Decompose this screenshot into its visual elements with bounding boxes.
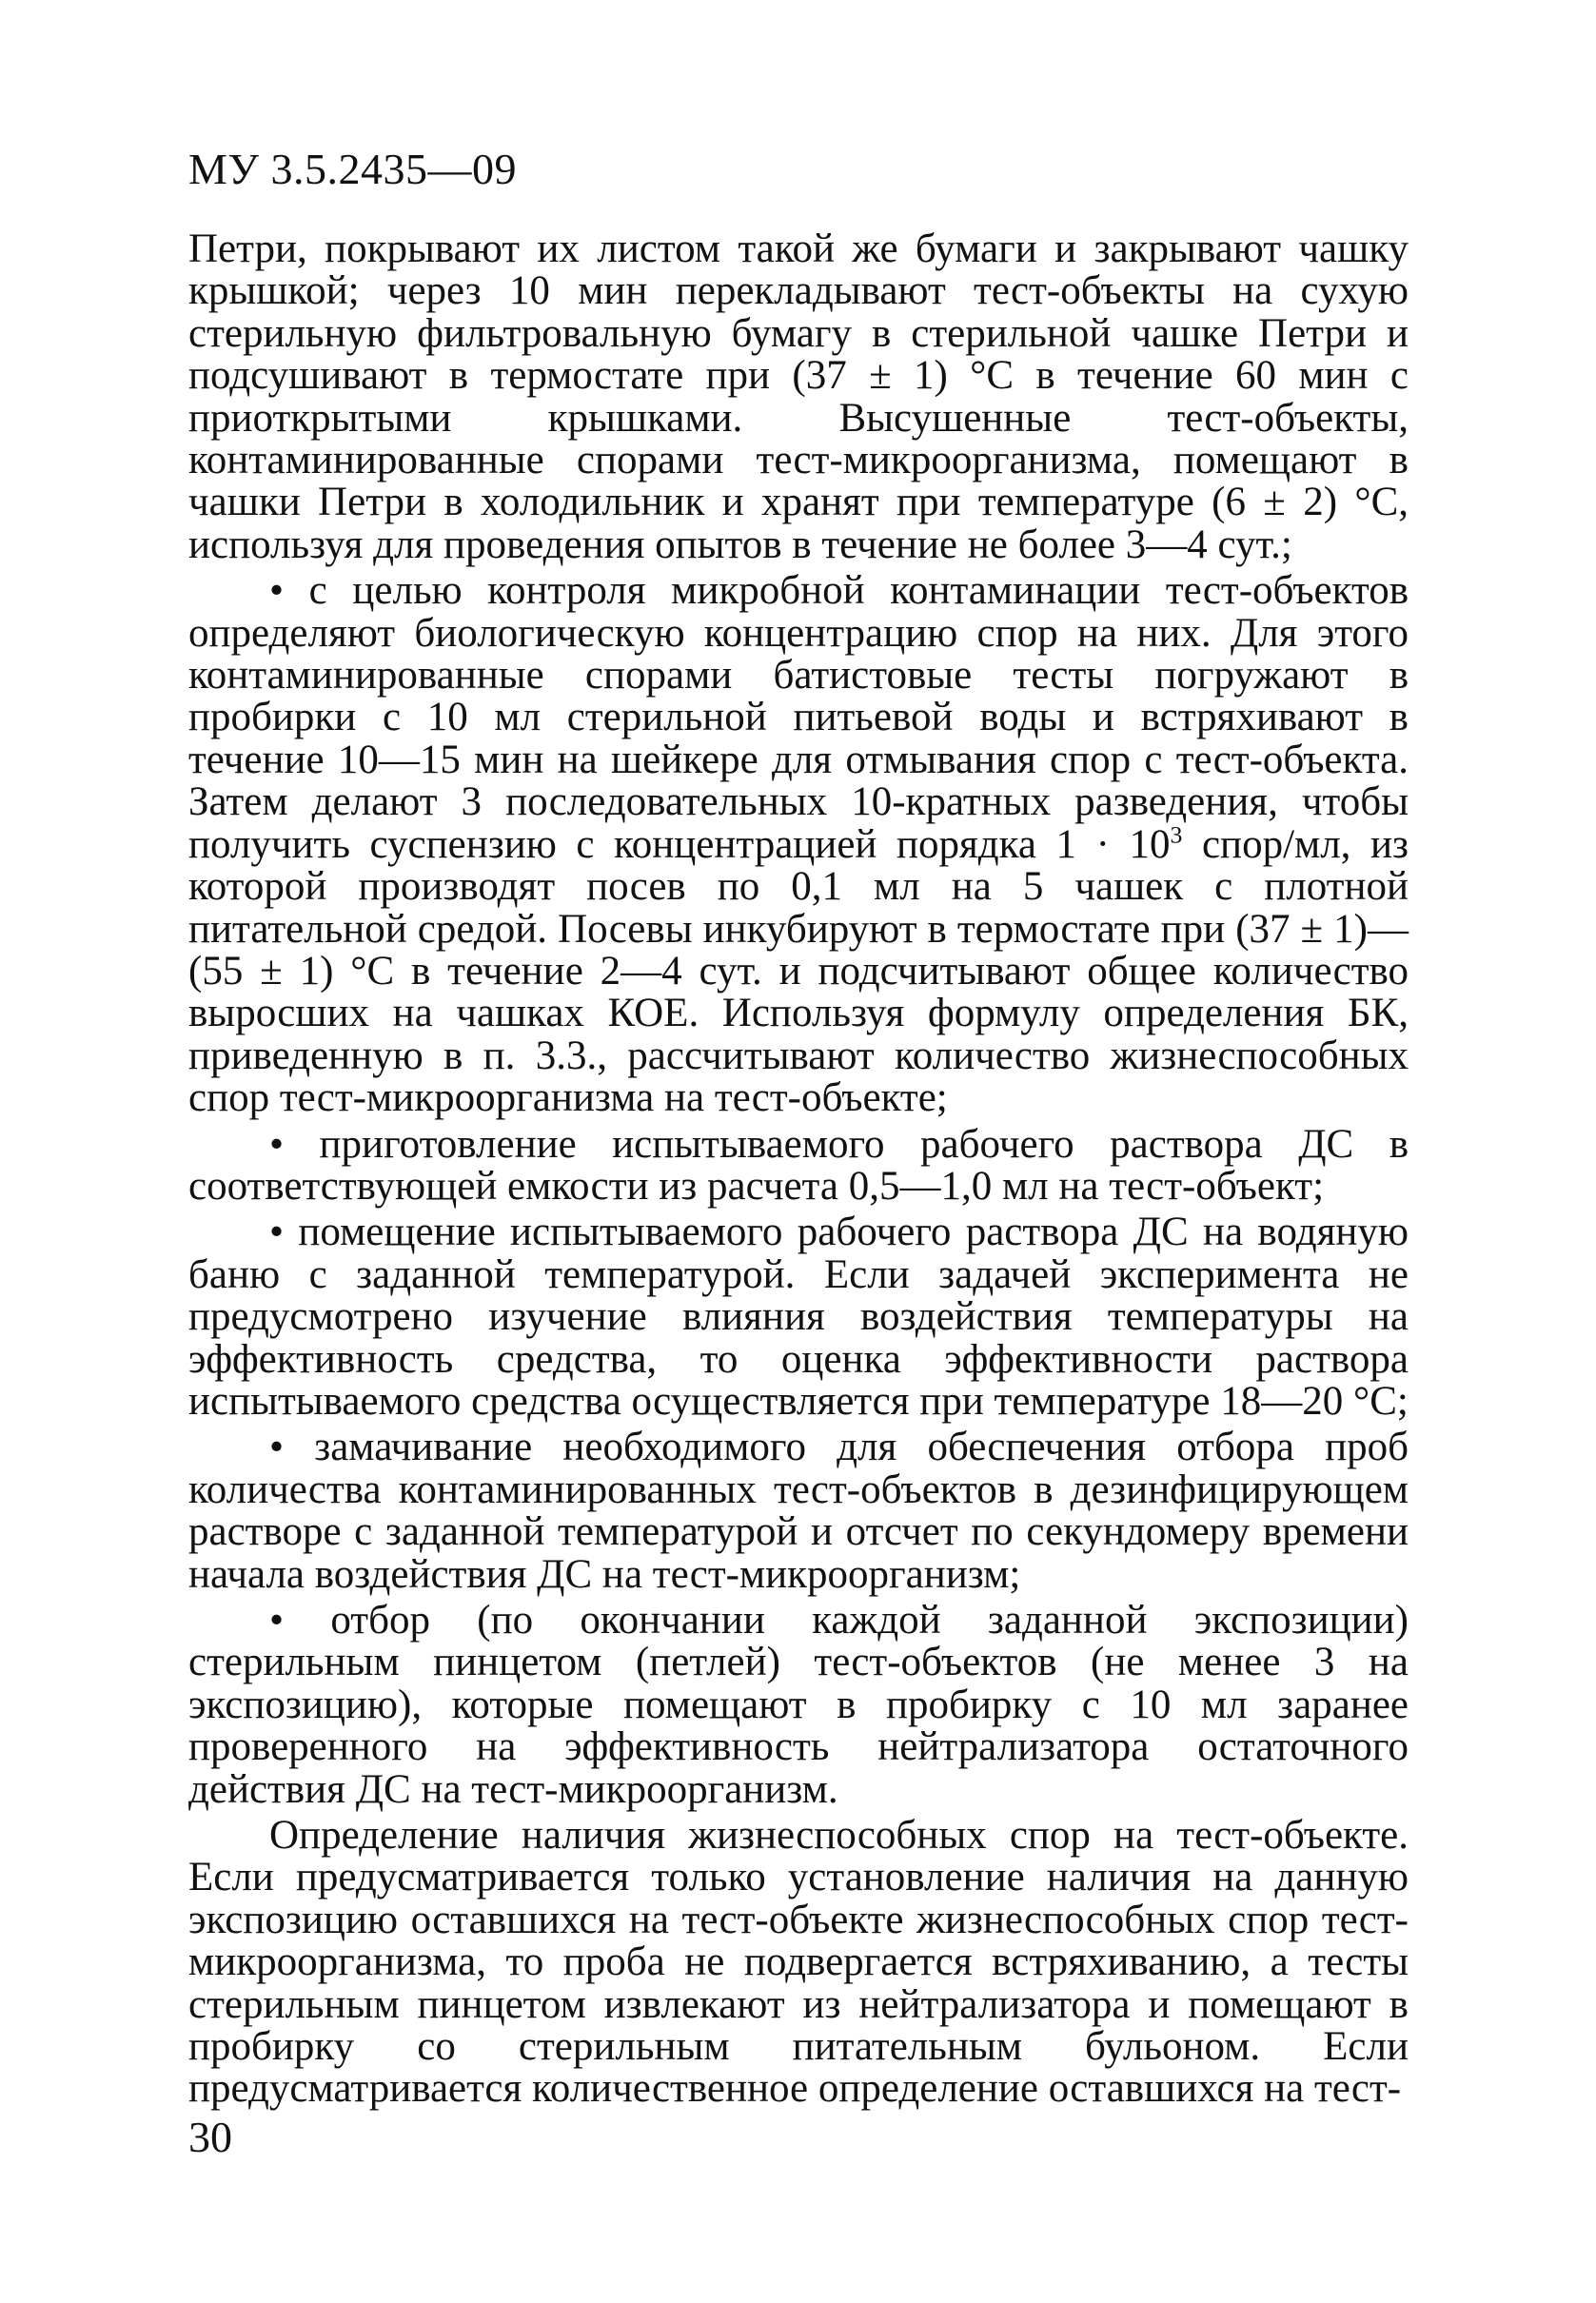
paragraph-sampling: • отбор (по окончании каждой заданной экспозиции) стерильным пинцетом (петлей) тест-объектов (не менее 3 на экспозицию), которые помещают в пробирку с 10 мл заранее проверенного на эффективность нейтрализатора остаточного действия ДС на тест-микроорганизм. [188,1598,1409,1812]
superscript-exponent: 3 [1170,820,1183,849]
paragraph-soaking: • замачивание необходимого для обеспечения отбора проб количества контаминированных тест-объектов в дезинфицирующем растворе с заданной температурой и отсчет по секундомеру времени начала воздействия ДС на тест-микроорганизм; [188,1425,1409,1597]
paragraph-viable-spores: Определение наличия жизнеспособных спор на тест-объекте. Если предусматривается только установление наличия на данную экспозицию оставшихся на тест-объекте жизнеспособных спор тест-микроорганизма, то проба не подвергается встряхиванию, а тесты стерильным пинцетом извлекают из нейтрализатора и помещают в пробирку со стерильным питательным бульоном. Если предусматривается количественное определение оставшихся на тест- [188,1813,1409,2112]
paragraph-contamination-control [188,570,1409,1119]
paragraph-water-bath: • помещение испытываемого рабочего раствора ДС на водяную баню с заданной температурой. Если задачей эксперимента не предусмотрено изучение влияния воздействия температуры на эффективность средства, то оценка эффективности раствора испытываемого средства осуществляется при температуре 18—20 °С; [188,1210,1409,1424]
paragraph-solution-preparation: • приготовление испытываемого рабочего раствора ДС в соответствующей емкости из расчета 0,5—1,0 мл на тест-объект; [188,1121,1409,1209]
page-number: 30 [188,2113,232,2161]
paragraph-petri-drying: Петри, покрывают их листом такой же бумаги и закрывают чашку крышкой; через 10 мин перекладывают тест-объекты на сухую стерильную фильтровальную бумагу в стерильной чашке Петри и подсушивают в термостате при (37 ± 1) °С в течение 60 мин с приоткрытыми крышками. Высушенные тест-объекты, контаминированные спорами тест-микроорганизма, помещают в чашки Петри в холодильник и хранят при температуре (6 ± 2) °С, используя для проведения опытов в течение не более 3—4 сут.; [188,226,1409,567]
page-header-doc-code: МУ 3.5.2435—09 [188,145,517,193]
paragraph-text-part: • с целью контроля микробной контаминации тест-объектов определяют биологическую концентрацию спор на них. Для этого контаминированные спорами батистовые тесты погружают в пробирки с 10 мл стерильной питьевой воды и встряхивают в течение 10—15 мин на шейкере для отмывания спор с тест-объекта. Затем делают 3 последовательных 10-кратных разведения, чтобы получить суспензию с концентрацией порядка 1 · 10 [188,568,1409,867]
paragraph-text-part: спор/мл, из которой производят посев по 0,1 мл на 5 чашек с плотной питательной средой. Посевы инкубируют в термостате при (37 ± 1)— (55 ± 1) °С в течение 2—4 сут. и подсчитывают общее количество выросших на чашках КОЕ. Используя формулу определения БК, приведенную в п. 3.3., рассчитывают количество жизнеспособных спор тест-микроорганизма на тест-объекте; [188,821,1409,1121]
body-text [188,228,1409,2111]
